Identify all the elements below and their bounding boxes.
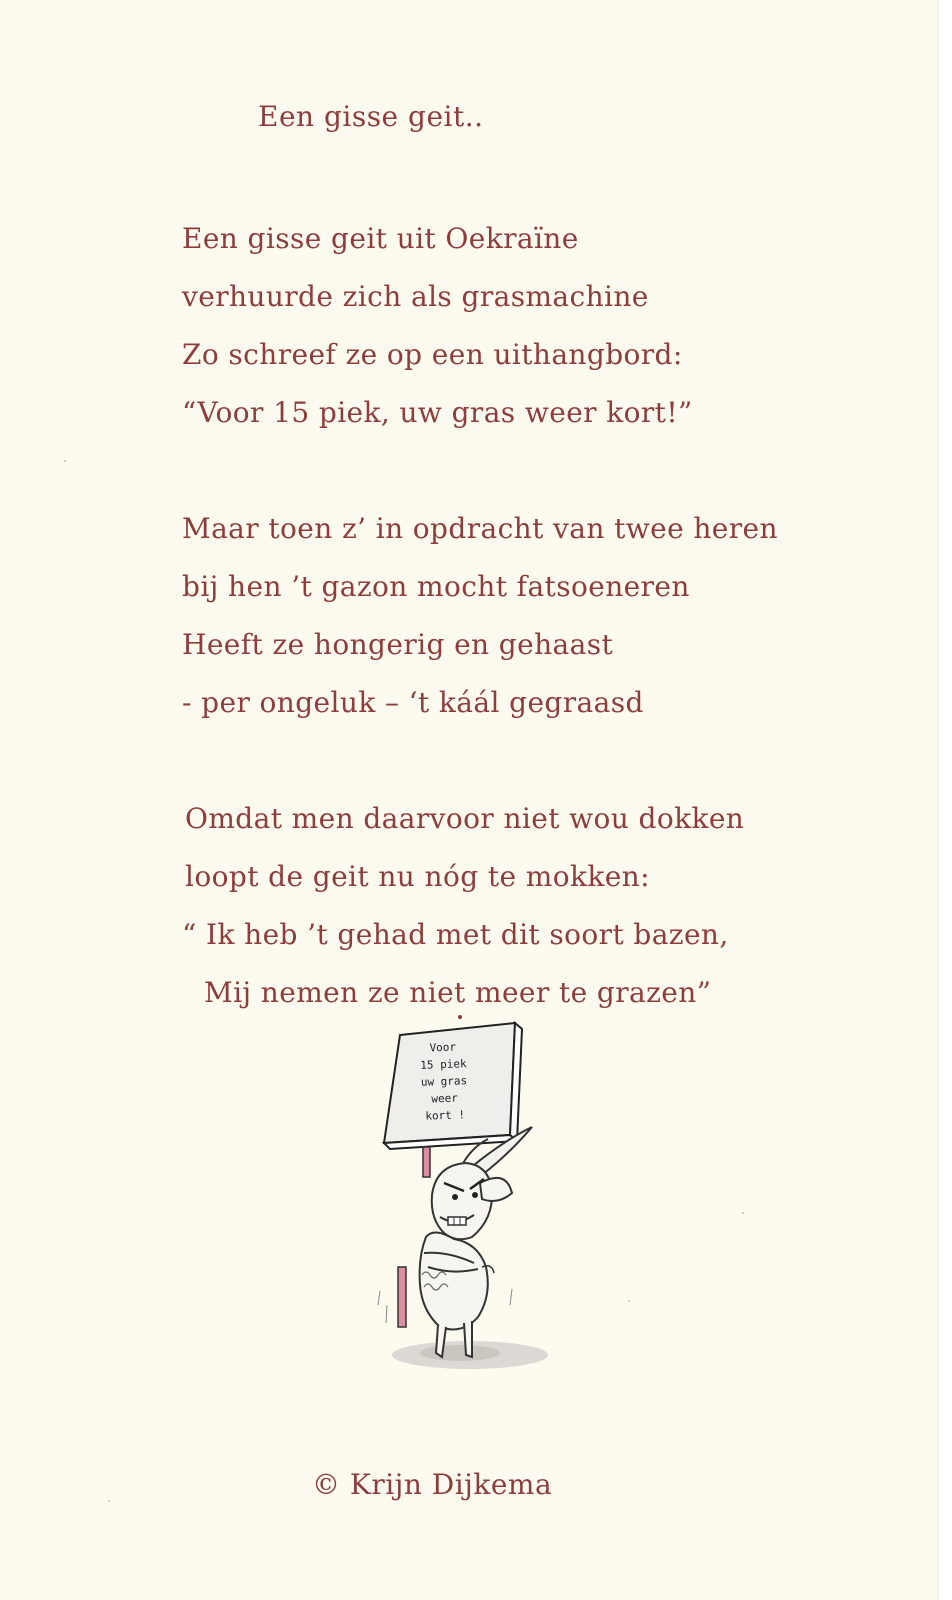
scan-speck bbox=[64, 460, 66, 462]
sign-line: weer bbox=[431, 1091, 459, 1106]
scan-speck bbox=[628, 1300, 630, 1302]
poem-line: “ Ik heb ’t gehad met dit soort bazen, bbox=[182, 918, 729, 951]
sign-text bbox=[399, 1037, 490, 1125]
scan-speck bbox=[742, 1212, 744, 1214]
poem-line: Maar toen z’ in opdracht van twee heren bbox=[182, 512, 778, 545]
copyright-notice: © Krijn Dijkema bbox=[312, 1468, 553, 1501]
poem-line: Omdat men daarvoor niet wou dokken bbox=[185, 802, 745, 835]
poem-line: bij hen ’t gazon mocht fatsoeneren bbox=[182, 570, 690, 603]
stanza-1 bbox=[182, 210, 693, 442]
sign-line: kort ! bbox=[425, 1108, 466, 1123]
poem-line: Een gisse geit uit Oekraïne bbox=[182, 222, 579, 255]
sign-line: Voor bbox=[429, 1040, 457, 1055]
poem-line: “Voor 15 piek, uw gras weer kort!” bbox=[182, 396, 693, 429]
sign-line: 15 piek bbox=[420, 1057, 467, 1072]
poem-line: loopt de geit nu nóg te mokken: bbox=[185, 860, 650, 893]
stanza-2 bbox=[182, 500, 778, 732]
poem-line: Mij nemen ze niet meer te grazen” bbox=[204, 976, 712, 1009]
stanza-3 bbox=[182, 790, 744, 1022]
sign-line: uw gras bbox=[420, 1074, 468, 1089]
scan-speck bbox=[108, 1500, 110, 1502]
poem-title: Een gisse geit.. bbox=[258, 100, 484, 133]
poem-line: Zo schreef ze op een uithangbord: bbox=[182, 338, 683, 371]
poem-line: verhuurde zich als grasmachine bbox=[182, 280, 649, 313]
poem-line: Heeft ze hongerig en gehaast bbox=[182, 628, 614, 661]
poem-line: - per ongeluk – ‘t káál gegraasd bbox=[182, 686, 644, 719]
